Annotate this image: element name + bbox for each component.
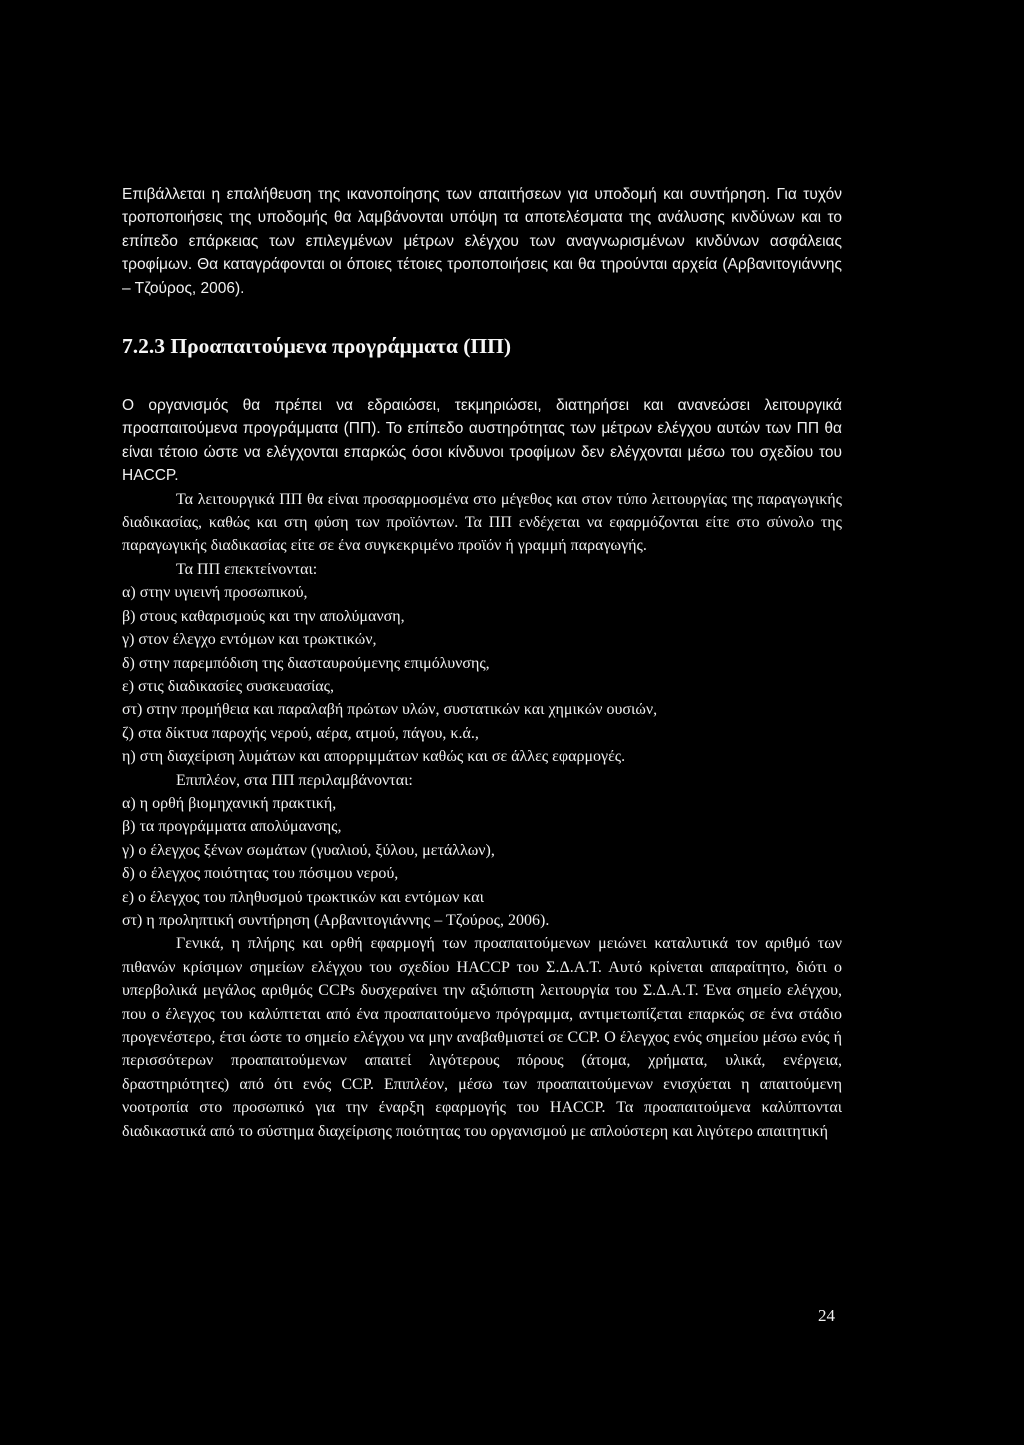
list-item: ζ) στα δίκτυα παροχής νερού, αέρα, ατμού, πάγου, κ.ά., [122,724,479,742]
list-item: α) η ορθή βιομηχανική πρακτική, [122,794,337,812]
list-item: δ) ο έλεγχος ποιότητας του πόσιμου νερού, [122,865,399,883]
list-item: γ) στον έλεγχο εντόμων και τρωκτικών, [122,631,377,649]
list-item: η) στη διαχείριση λυμάτων και απορριμμάτων καθώς και σε άλλες εφαρμογές. [122,748,626,766]
list-item: ε) ο έλεγχος του πληθυσμού τρωκτικών και εντόμων και [122,888,484,906]
list-item: στ) η προληπτική συντήρηση (Αρβανιτογιάννης – Τζούρος, 2006). [122,911,550,929]
prerequisite-paragraph-1: Ο οργανισμός θα πρέπει να εδραιώσει, τεκμηριώσει, διατηρήσει και ανανεώσει λειτουργικά προαπαιτούμενα προγράμματα (ΠΠ). Το επίπεδο αυστηρότητας των μέτρων ελέγχου αυτών των ΠΠ θα είναι τέτοιο ώστε να ελέγχονται επαρκώς όσοι κίνδυνοι τροφίμων δεν ελέγχονται μέσω του σχεδίου του HACCP. [122,397,842,485]
list-item: γ) ο έλεγχος ξένων σωμάτων (γυαλιού, ξύλου, μετάλλων), [122,841,495,859]
list1-intro: Τα ΠΠ επεκτείνονται: [176,560,318,578]
list-item: β) τα προγράμματα απολύμανσης, [122,818,342,836]
section-heading: 7.2.3 Προαπαιτούμενα προγράμματα (ΠΠ) [122,334,511,359]
intro-paragraph: Επιβάλλεται η επαλήθευση της ικανοποίησης των απαιτήσεων για υποδομή και συντήρηση. Για τυχόν τροποποιήσεις της υποδομής θα λαμβάνονται υπόψη τα αποτελέσματα της ανάλυσης κινδύνων και το επίπεδο επάρκειας των επιλεγμένων μέτρων ελέγχου των αναγνωρισμένων κινδύνων ασφάλειας τροφίμων. Θα καταγράφονται οι όποιες τέτοιες τροποποιήσεις και θα τηρούνται αρχεία (Αρβανιτογιάννης – Τζούρος, 2006). [122,186,842,297]
list-item: ε) στις διαδικασίες συσκευασίας, [122,677,335,695]
list2-intro: Επιπλέον, στα ΠΠ περιλαμβάνονται: [176,771,413,789]
page-number: 24 [818,1306,835,1325]
document-page [122,183,842,1143]
list-item: δ) στην παρεμπόδιση της διασταυρούμενης επιμόλυνσης, [122,654,490,672]
list-item: β) στους καθαρισμούς και την απολύμανση, [122,607,405,625]
prerequisite-paragraph-2: Τα λειτουργικά ΠΠ θα είναι προσαρμοσμένα στο μέγεθος και στον τύπο λειτουργίας της παραγωγικής διαδικασίας, καθώς και στη φύση των προϊόντων. Τα ΠΠ ενδέχεται να εφαρμόζονται είτε στο σύνολο της παραγωγικής διαδικασίας είτε σε ένα συγκεκριμένο προϊόν ή γραμμή παραγωγής. [122,490,842,555]
list-item: α) στην υγιεινή προσωπικού, [122,584,308,602]
conclusion-paragraph: Γενικά, η πλήρης και ορθή εφαρμογή των προαπαιτούμενων μειώνει καταλυτικά τον αριθμό των πιθανών κρίσιμων σημείων ελέγχου του σχεδίου HACCP του Σ.Δ.Α.Τ. Αυτό κρίνεται απαραίτητο, διότι ο υπερβολικά μεγάλος αριθμός CCPs δυσχεραίνει την αξιόπιστη λειτουργία του Σ.Δ.Α.Τ. Ένα σημείο ελέγχου, που ο έλεγχος του καλύπτεται από ένα προαπαιτούμενο πρόγραμμα, αντιμετωπίζεται επαρκώς σε ένα στάδιο προγενέστερο, έτσι ώστε το σημείο ελέγχου να μην αναβαθμιστεί σε CCP. Ο έλεγχος ενός σημείου μέσω ενός ή περισσότερων προαπαιτούμενων απαιτεί λιγότερους πόρους (άτομα, χρήματα, υλικά, ενέργεια, δραστηριότητες) από ότι ενός CCP. Επιπλέον, μέσω των προαπαιτούμενων ενισχύεται η απαιτούμενη νοοτροπία στο προσωπικό για την έναρξη εφαρμογής του HACCP. Τα προαπαιτούμενα καλύπτονται διαδικαστικά από το σύστημα διαχείρισης ποιότητας του οργανισμού με απλούστερη και λιγότερο απαιτητική [122,935,842,1140]
list-item: στ) στην προμήθεια και παραλαβή πρώτων υλών, συστατικών και χημικών ουσιών, [122,701,658,719]
scope-list [122,581,842,768]
includes-list [122,792,842,932]
